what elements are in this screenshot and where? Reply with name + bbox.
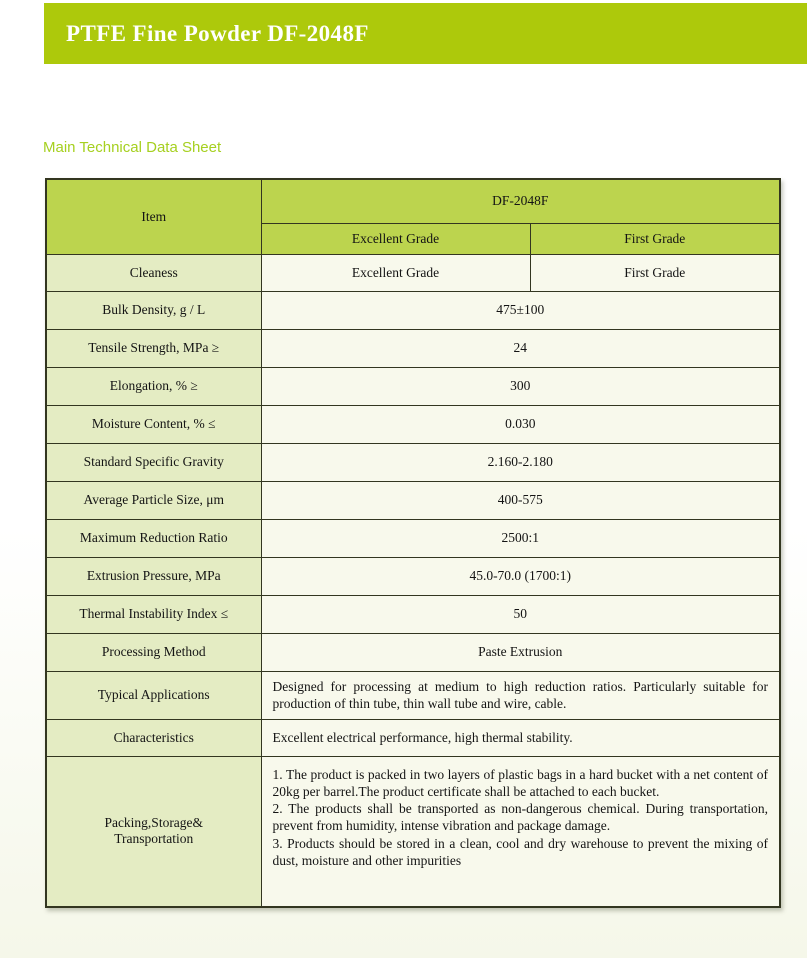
row-label: Standard Specific Gravity: [46, 443, 261, 481]
table-row: [46, 291, 780, 329]
row-label: Maximum Reduction Ratio: [46, 519, 261, 557]
row-label: [46, 756, 261, 907]
title-banner: [44, 3, 807, 64]
table-row: [46, 443, 780, 481]
row-value: 400-575: [261, 481, 780, 519]
row-value: 475±100: [261, 291, 780, 329]
table-header-row-product: [46, 179, 780, 223]
row-value-text: Excellent electrical performance, high thermal stability.: [261, 719, 780, 756]
packing-note-3: 3. Products should be stored in a clean, cool and dry warehouse to prevent the mixing of dust, moisture and other impurities: [272, 835, 769, 868]
page-title: PTFE Fine Powder DF-2048F: [66, 20, 369, 46]
row-value-excellent: Excellent Grade: [261, 254, 530, 291]
section-heading: Main Technical Data Sheet: [43, 139, 222, 156]
table-row: [46, 519, 780, 557]
table-row-cleaness: [46, 254, 780, 291]
row-value: 50: [261, 595, 780, 633]
table-row: [46, 367, 780, 405]
row-value: 0.030: [261, 405, 780, 443]
row-label: Elongation, % ≥: [46, 367, 261, 405]
table-row-packing: [46, 756, 780, 907]
table-row: [46, 481, 780, 519]
row-value: 300: [261, 367, 780, 405]
table-row-typical-applications: [46, 671, 780, 719]
row-label: Typical Applications: [46, 671, 261, 719]
table-row: [46, 557, 780, 595]
row-label: Moisture Content, % ≤: [46, 405, 261, 443]
row-value: 45.0-70.0 (1700:1): [261, 557, 780, 595]
packing-note-1: 1. The product is packed in two layers of plastic bags in a hard bucket with a net content of 20kg per barrel.The product certificate shall be attached to each bucket.: [272, 766, 769, 799]
row-label: Cleaness: [46, 254, 261, 291]
row-label: Thermal Instability Index ≤: [46, 595, 261, 633]
row-label: Characteristics: [46, 719, 261, 756]
row-value: 2500:1: [261, 519, 780, 557]
table-row-characteristics: [46, 719, 780, 756]
packing-label-line2: Transportation: [114, 831, 194, 847]
packing-note-2: 2. The products shall be transported as non-dangerous chemical. During transportation, prevent from humidity, intense vibration and package damage.: [272, 801, 769, 834]
grade-header-excellent: Excellent Grade: [261, 223, 530, 254]
packing-label-line1: Packing,Storage&: [104, 815, 204, 831]
table-row: [46, 405, 780, 443]
row-label: Average Particle Size, μm: [46, 481, 261, 519]
grade-header-first: First Grade: [530, 223, 780, 254]
row-label: Extrusion Pressure, MPa: [46, 557, 261, 595]
row-value: 2.160-2.180: [261, 443, 780, 481]
row-value-text: Designed for processing at medium to high reduction ratios. Particularly suitable for production of thin tube, thin wall tube and wire, cable.: [261, 671, 780, 719]
table-row: [46, 595, 780, 633]
row-label: Processing Method: [46, 633, 261, 671]
product-header-cell: DF-2048F: [261, 179, 780, 223]
packing-notes-cell: [261, 756, 780, 907]
table-row: [46, 329, 780, 367]
item-header-cell: Item: [46, 179, 261, 254]
row-value: 24: [261, 329, 780, 367]
row-label: Bulk Density, g / L: [46, 291, 261, 329]
row-value-first: First Grade: [530, 254, 780, 291]
row-label: Tensile Strength, MPa ≥: [46, 329, 261, 367]
row-value: Paste Extrusion: [261, 633, 780, 671]
table-row: [46, 633, 780, 671]
technical-data-table: [45, 178, 781, 908]
